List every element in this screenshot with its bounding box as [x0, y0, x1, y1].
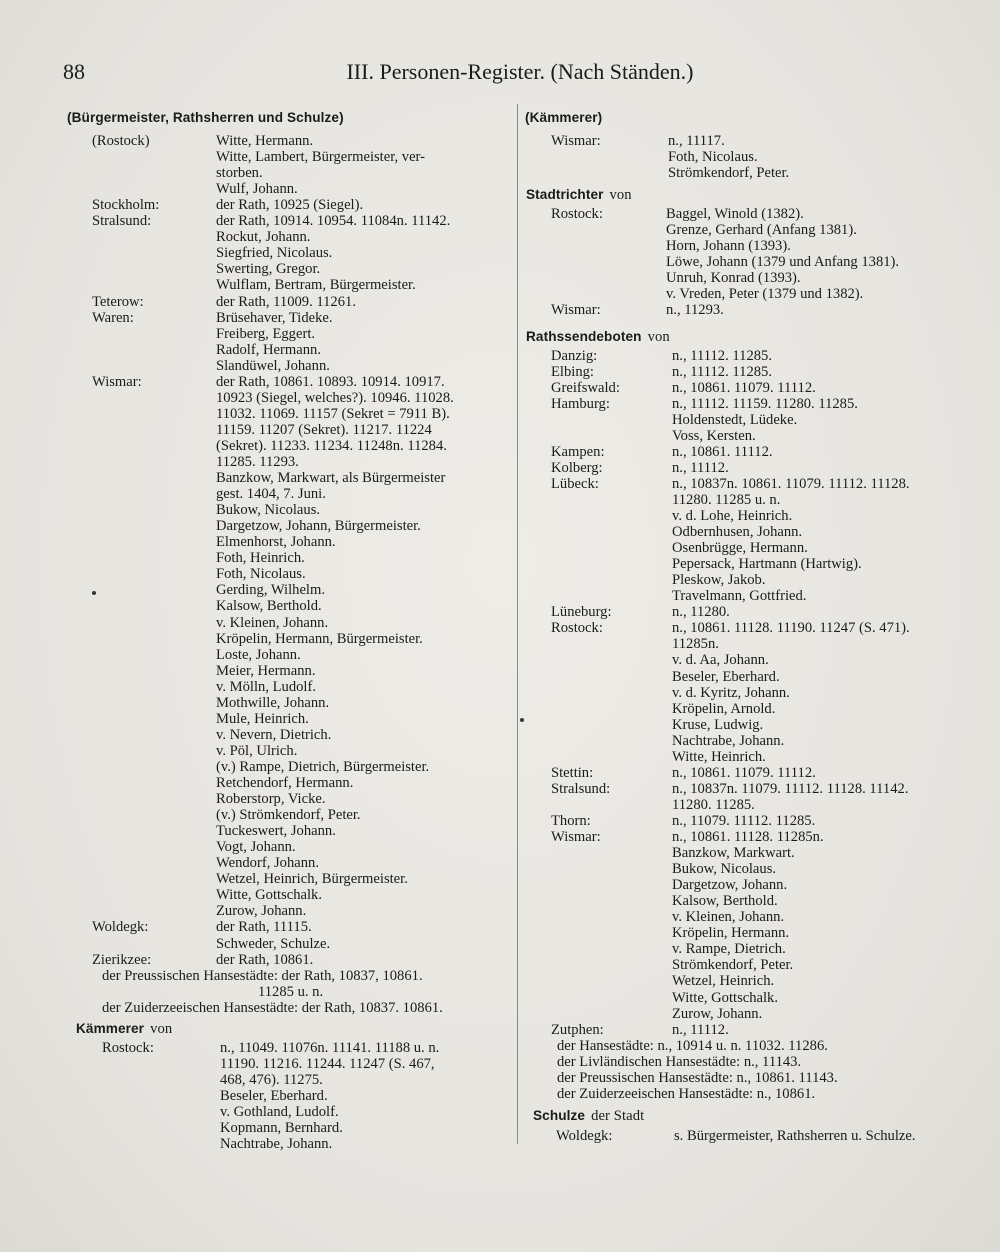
entry-text: Witte, Hermann.	[216, 133, 314, 149]
entry-text: Loste, Johann.	[216, 646, 301, 663]
entry-text: n., 11112. 11285.	[672, 363, 772, 380]
entry-text: Pleskow, Jakob.	[672, 572, 766, 589]
entry-text: Zurow, Johann.	[216, 903, 307, 920]
entry-text: n., 10861. 11079. 11112.	[672, 764, 816, 781]
entry-text: Wulflam, Bertram, Bürgermeister.	[216, 277, 416, 294]
section-heading	[67, 110, 344, 126]
entry-text: der Hansestädte: n., 10914 u. n. 11032. 11286.	[557, 1037, 828, 1054]
entry-text: (v.) Rampe, Dietrich, Bürgermeister.	[216, 758, 430, 775]
kaemmerer-cont-heading-label: (Kämmerer)	[525, 110, 603, 125]
entry-text: Dargetzow, Johann.	[672, 877, 788, 894]
entry-text: Radolf, Hermann.	[216, 341, 321, 358]
entry-text: Wulf, Johann.	[216, 181, 298, 198]
entry-text: Tuckeswert, Johann.	[216, 823, 336, 840]
entry-text: (v.) Strömkendorf, Peter.	[216, 807, 361, 824]
entry-text: Pepersack, Hartmann (Hartwig).	[672, 556, 862, 573]
entry-text: 11280. 11285 u. n.	[672, 491, 781, 508]
entry-text: Bukow, Nicolaus.	[672, 861, 777, 878]
page-title: III. Personen-Register. (Nach Ständen.)	[346, 59, 694, 84]
entry-text: Holdenstedt, Lüdeke.	[672, 411, 798, 428]
entry-text: Odbernhusen, Johann.	[672, 524, 803, 541]
entry-text: 11159. 11207 (Sekret). 11217. 11224	[216, 421, 432, 438]
entry-text: 11280. 11285.	[672, 796, 755, 813]
entry-text: v. Rampe, Dietrich.	[672, 941, 786, 958]
entry-place: Elbing:	[551, 363, 594, 380]
entry-text: v. Kleinen, Johann.	[672, 909, 785, 926]
stadtrichter-heading-suffix: von	[609, 187, 632, 204]
entry-text: der Preussischen Hansestädte: der Rath, 10837, 10861.	[102, 967, 423, 984]
entry-text: n., 11112. 11159. 11280. 11285.	[672, 395, 858, 412]
entry-place: Kolberg:	[551, 459, 603, 476]
entry-text: n., 11280.	[672, 604, 730, 621]
entry-text: Banzkow, Markwart.	[672, 845, 795, 862]
entry-place: Woldegk:	[92, 919, 149, 936]
entry-text: v. Pöl, Ulrich.	[216, 742, 298, 759]
entry-text: Witte, Gottschalk.	[216, 887, 323, 904]
entry-text: der Zuiderzeeischen Hansestädte: n., 10861.	[557, 1085, 816, 1102]
entry-text: storben.	[216, 165, 263, 182]
entry-text: Voss, Kersten.	[672, 427, 756, 444]
rathssendeboten-heading	[526, 329, 670, 345]
rathssendeboten-heading-suffix: von	[647, 328, 670, 345]
entry-text: Retchendorf, Hermann.	[216, 775, 354, 791]
entry-text: n., 11049. 11076n. 11141. 11188 u. n.	[220, 1039, 440, 1056]
kaemmerer-heading	[76, 1021, 172, 1037]
entry-text: Mule, Heinrich.	[216, 710, 309, 727]
entry-text: n., 11117.	[668, 133, 725, 149]
stadtrichter-heading	[526, 187, 632, 203]
entry-text: Foth, Nicolaus.	[668, 149, 758, 166]
entry-place: Wismar:	[551, 133, 601, 149]
entry-text: n., 10837n. 10861. 11079. 11112. 11128.	[672, 475, 910, 492]
entry-text: der Rath, 10914. 10954. 11084n. 11142.	[216, 213, 451, 230]
entry-text: Grenze, Gerhard (Anfang 1381).	[666, 222, 857, 239]
entry-place: Wismar:	[92, 373, 142, 390]
rathssendeboten-heading-label: Rathssendeboten	[526, 328, 642, 344]
entry-place: Stettin:	[551, 764, 594, 781]
entry-text: der Preussischen Hansestädte: n., 10861. 11143.	[557, 1069, 838, 1086]
entry-text: Kröpelin, Hermann, Bürgermeister.	[216, 630, 423, 647]
entry-text: s. Bürgermeister, Rathsherren u. Schulze.	[674, 1127, 916, 1144]
entry-text: Brüsehaver, Tideke.	[216, 309, 333, 326]
entry-text: n., 10837n. 11079. 11112. 11128. 11142.	[672, 780, 909, 797]
entry-text: Nachtrabe, Johann.	[672, 732, 785, 749]
entry-text: Baggel, Winold (1382).	[666, 206, 804, 223]
entry-text: Schweder, Schulze.	[216, 935, 331, 952]
entry-text: Löwe, Johann (1379 und Anfang 1381).	[666, 254, 900, 271]
entry-text: der Rath, 10861.	[216, 951, 314, 968]
page-number: 88	[63, 59, 85, 84]
entry-text: Elmenhorst, Johann.	[216, 534, 336, 551]
entry-text: n., 10861. 11112.	[672, 443, 773, 460]
entry-place: Stralsund:	[551, 780, 611, 797]
kaemmerer-heading-suffix: von	[150, 1020, 173, 1037]
kaemmerer-heading-label: Kämmerer	[76, 1020, 145, 1036]
entry-place: Zutphen:	[551, 1021, 604, 1038]
entry-text: der Livländischen Hansestädte: n., 11143.	[557, 1053, 802, 1070]
entry-text: Beseler, Eberhard.	[220, 1087, 328, 1104]
entry-place: Wismar:	[551, 302, 601, 319]
entry-text: Zurow, Johann.	[672, 1005, 763, 1022]
entry-text: Osenbrügge, Hermann.	[672, 540, 808, 557]
entry-text: Meier, Hermann.	[216, 662, 316, 679]
entry-text: v. d. Aa, Johann.	[672, 652, 769, 669]
entry-place: Greifswald:	[551, 379, 620, 396]
entry-text: Nachtrabe, Johann.	[220, 1136, 333, 1153]
entry-text: n., 11293.	[666, 302, 724, 319]
entry-text: Witte, Lambert, Bürgermeister, ver-	[216, 149, 425, 166]
entry-text: 11190. 11216. 11244. 11247 (S. 467,	[220, 1055, 435, 1072]
entry-place: Lüneburg:	[551, 604, 612, 621]
entry-text: 11285n.	[672, 636, 719, 653]
entry-text: Foth, Heinrich.	[216, 550, 305, 567]
entry-place: Woldegk:	[556, 1127, 613, 1144]
entry-text: der Rath, 11009. 11261.	[216, 293, 356, 310]
entry-text: Swerting, Gregor.	[216, 261, 321, 278]
entry-text: der Rath, 10861. 10893. 10914. 10917.	[216, 373, 445, 390]
entry-text: Travelmann, Gottfried.	[672, 588, 807, 605]
entry-text: Witte, Gottschalk.	[672, 989, 779, 1006]
schulze-heading-suffix: der Stadt	[591, 1107, 645, 1124]
entry-text: Kröpelin, Arnold.	[672, 700, 776, 717]
entry-text: Wetzel, Heinrich, Bürgermeister.	[216, 871, 408, 888]
entry-text: Slandüwel, Johann.	[216, 357, 330, 374]
entry-place: Stockholm:	[92, 197, 160, 214]
entry-place: Teterow:	[92, 293, 144, 310]
entry-text: Kopmann, Bernhard.	[220, 1120, 343, 1136]
entry-place: Hamburg:	[551, 395, 610, 412]
entry-text: Beseler, Eberhard.	[672, 668, 780, 685]
stray-mark	[92, 591, 96, 595]
entry-text: Freiberg, Eggert.	[216, 325, 316, 342]
entry-text: v. d. Kyritz, Johann.	[672, 684, 790, 701]
entry-text: der Rath, 11115.	[216, 919, 312, 936]
entry-place: Rostock:	[551, 620, 603, 637]
entry-text: Roberstorp, Vicke.	[216, 791, 326, 808]
entry-text: 11285. 11293.	[216, 454, 299, 470]
entry-text: (Sekret). 11233. 11234. 11248n. 11284.	[216, 437, 447, 454]
entry-text: v. Vreden, Peter (1379 und 1382).	[666, 286, 864, 303]
entry-text: v. Kleinen, Johann.	[216, 614, 329, 631]
entry-text: der Zuiderzeeischen Hansestädte: der Rath, 10837. 10861.	[102, 999, 443, 1016]
entry-text: Bukow, Nicolaus.	[216, 502, 321, 519]
entry-text: 10923 (Siegel, welches?). 10946. 11028.	[216, 389, 454, 406]
entry-text: Kruse, Ludwig.	[672, 716, 764, 733]
entry-text: gest. 1404, 7. Juni.	[216, 486, 326, 503]
entry-text: Wendorf, Johann.	[216, 855, 319, 872]
entry-text: Foth, Nicolaus.	[216, 566, 306, 583]
entry-text: n., 11112. 11285.	[672, 347, 772, 364]
entry-text: n., 10861. 11079. 11112.	[672, 379, 816, 396]
entry-text: Kalsow, Berthold.	[216, 598, 322, 615]
entry-text: Kalsow, Berthold.	[672, 893, 778, 910]
entry-text: v. Nevern, Dietrich.	[216, 726, 332, 743]
column-divider	[517, 104, 518, 1144]
entry-text: Wetzel, Heinrich.	[672, 973, 775, 990]
entry-text: Horn, Johann (1393).	[666, 238, 791, 255]
entry-text: n., 10861. 11128. 11285n.	[672, 829, 824, 845]
entry-text: n., 11112.	[672, 459, 729, 476]
entry-text: Mothwille, Johann.	[216, 694, 330, 711]
entry-text: v. Gothland, Ludolf.	[220, 1103, 339, 1120]
entry-text: v. Mölln, Ludolf.	[216, 678, 316, 695]
entry-text: n., 11112.	[672, 1021, 729, 1038]
entry-text: Rockut, Johann.	[216, 229, 311, 246]
entry-place: Zierikzee:	[92, 951, 152, 968]
entry-text: Dargetzow, Johann, Bürgermeister.	[216, 518, 421, 535]
schulze-heading	[533, 1108, 644, 1124]
section-heading-label: (Bürgermeister, Rathsherren und Schulze)	[67, 110, 344, 125]
entry-text: Gerding, Wilhelm.	[216, 582, 325, 599]
entry-place: Lübeck:	[551, 475, 599, 492]
entry-place: Kampen:	[551, 443, 605, 460]
entry-text: 468, 476). 11275.	[220, 1071, 323, 1088]
entry-text: Strömkendorf, Peter.	[668, 165, 790, 182]
entry-place: Danzig:	[551, 347, 598, 364]
entry-place: Stralsund:	[92, 213, 152, 230]
stadtrichter-heading-label: Stadtrichter	[526, 187, 604, 203]
entry-text: der Rath, 10925 (Siegel).	[216, 197, 364, 214]
entry-text: Witte, Heinrich.	[672, 748, 766, 765]
kaemmerer-cont-heading	[525, 110, 602, 126]
entry-text: Banzkow, Markwart, als Bürgermeister	[216, 470, 446, 487]
entry-place: (Rostock)	[92, 133, 150, 149]
entry-text: v. d. Lohe, Heinrich.	[672, 508, 793, 524]
entry-text: n., 10861. 11128. 11190. 11247 (S. 471).	[672, 620, 910, 637]
schulze-heading-label: Schulze	[533, 1107, 586, 1123]
entry-text: 11285 u. n.	[258, 983, 324, 1000]
entry-place: Wismar:	[551, 829, 601, 845]
entry-place: Thorn:	[551, 812, 591, 829]
stray-mark	[520, 718, 524, 722]
entry-text: Kröpelin, Hermann.	[672, 925, 790, 942]
entry-text: Siegfried, Nicolaus.	[216, 245, 333, 262]
entry-text: 11032. 11069. 11157 (Sekret = 7911 B).	[216, 405, 450, 422]
entry-place: Waren:	[92, 309, 134, 326]
entry-text: n., 11079. 11112. 11285.	[672, 812, 816, 829]
entry-text: Unruh, Konrad (1393).	[666, 270, 801, 287]
entry-text: Vogt, Johann.	[216, 839, 296, 856]
entry-place: Rostock:	[551, 206, 603, 223]
entry-place: Rostock:	[102, 1039, 154, 1056]
entry-text: Strömkendorf, Peter.	[672, 957, 794, 974]
